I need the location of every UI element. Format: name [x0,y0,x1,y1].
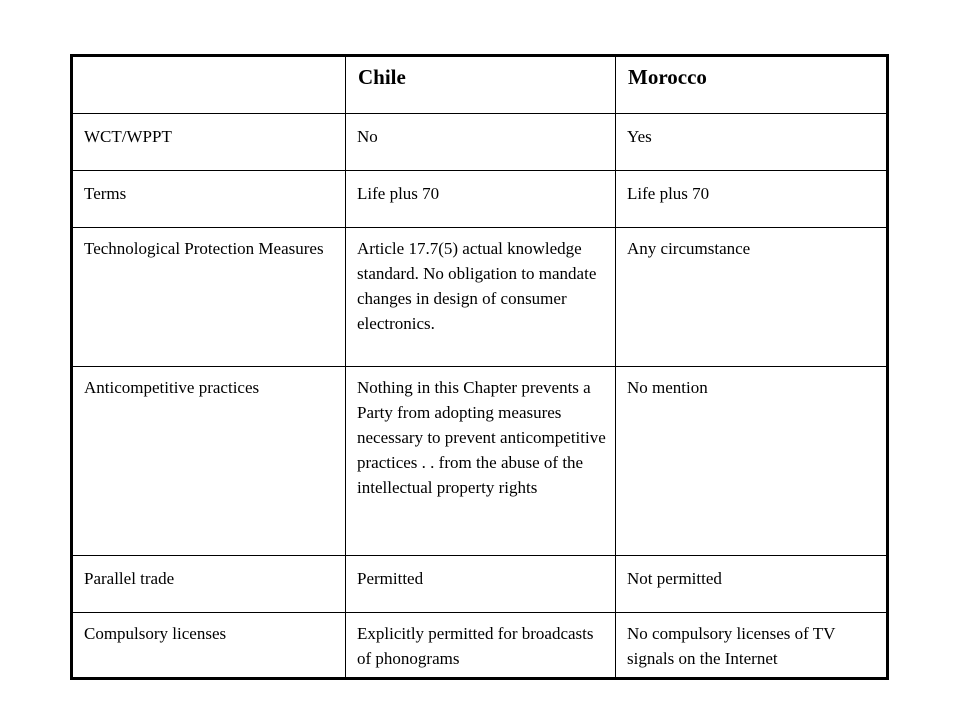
morocco-cell: Any circumstance [616,228,888,367]
chile-cell: Nothing in this Chapter prevents a Party from adopting measures necessary to prevent anticompetitive practices . . from the abuse of the intellectual property rights [346,367,616,556]
table-row [72,613,888,679]
row-label: Technological Protection Measures [72,228,346,367]
morocco-cell: Yes [616,114,888,171]
row-label: Anticompetitive practices [72,367,346,556]
morocco-cell: Life plus 70 [616,171,888,228]
chile-cell: No [346,114,616,171]
header-chile: Chile [346,56,616,114]
table-row [72,228,888,367]
morocco-cell: Not permitted [616,556,888,613]
comparison-table [70,54,889,680]
row-label: Compulsory licenses [72,613,346,679]
table-header-row [72,56,888,114]
chile-cell: Article 17.7(5) actual knowledge standard. No obligation to mandate changes in design of consumer electronics. [346,228,616,367]
header-morocco: Morocco [616,56,888,114]
table-row [72,367,888,556]
chile-cell: Life plus 70 [346,171,616,228]
row-label: Terms [72,171,346,228]
table-row [72,171,888,228]
table-row [72,556,888,613]
morocco-cell: No mention [616,367,888,556]
morocco-cell: No compulsory licenses of TV signals on the Internet [616,613,888,679]
row-label: Parallel trade [72,556,346,613]
table-row [72,114,888,171]
chile-cell: Explicitly permitted for broadcasts of phonograms [346,613,616,679]
chile-cell: Permitted [346,556,616,613]
row-label: WCT/WPPT [72,114,346,171]
header-empty-cell [72,56,346,114]
